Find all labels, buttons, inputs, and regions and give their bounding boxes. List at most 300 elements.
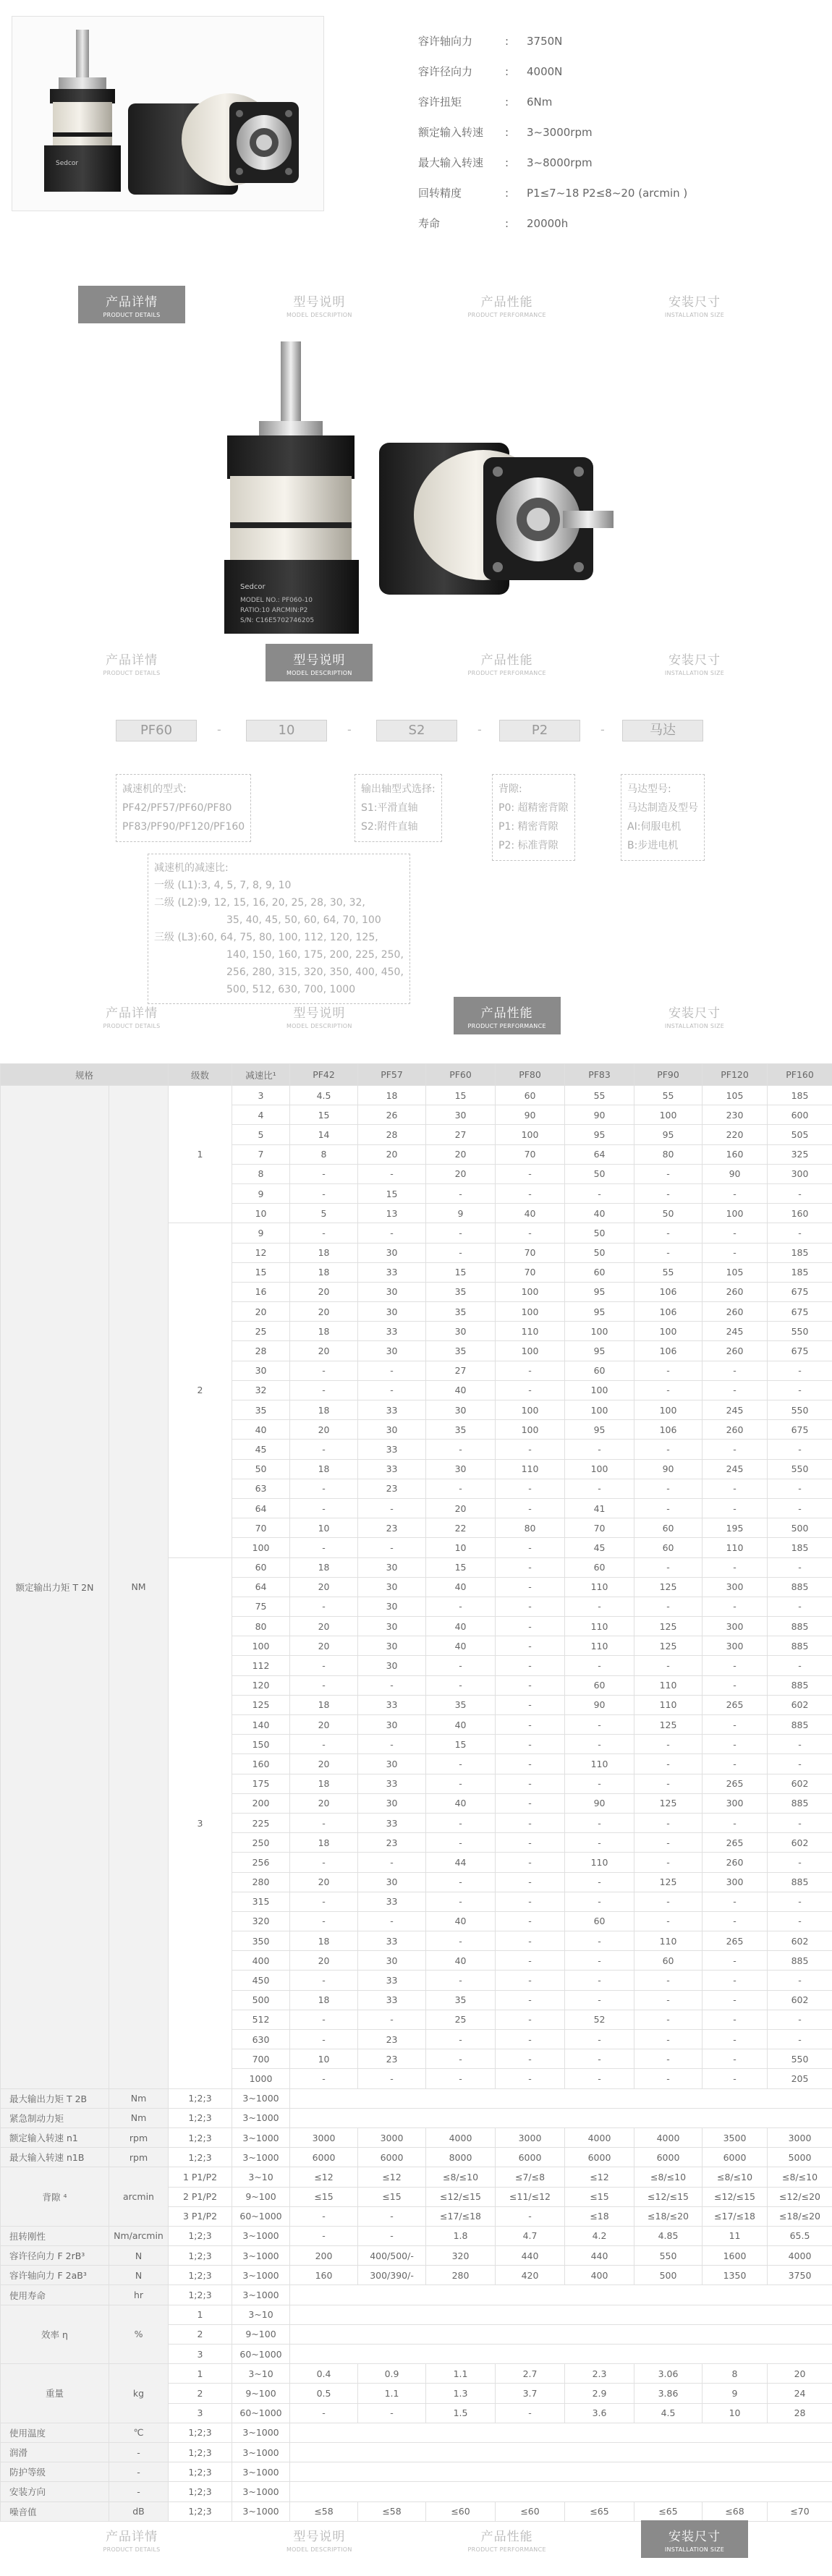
row-label: 使用寿命 (1, 2285, 109, 2305)
table-cell: 90 (565, 1695, 634, 1714)
tab-product-performance[interactable]: 产品性能 PRODUCT PERFORMANCE (467, 295, 546, 318)
table-cell: 50 (232, 1459, 290, 1479)
table-header-cell: 规格 (1, 1064, 169, 1086)
table-cell: 20 (290, 1715, 358, 1735)
table-cell: - (768, 1498, 832, 1518)
table-cell: 60 (565, 1675, 634, 1695)
table-cell: 550 (768, 2049, 832, 2069)
table-row (1, 1086, 832, 1105)
table-cell: - (290, 1675, 358, 1695)
table-cell: - (426, 1597, 496, 1616)
table-cell: 95 (634, 1125, 702, 1144)
stage-cell: 1;2;3 (169, 2285, 232, 2305)
table-cell: 60 (565, 1361, 634, 1380)
tab-installation-size[interactable]: 安装尺寸 INSTALLATION SIZE (641, 2520, 748, 2558)
table-cell: 1000 (232, 2069, 290, 2088)
table-cell: 300 (702, 1577, 768, 1597)
table-cell: 195 (702, 1518, 768, 1538)
table-cell: 20 (290, 1577, 358, 1597)
spec-value: 20000h (527, 217, 569, 230)
tab-product-performance[interactable]: 产品性能 PRODUCT PERFORMANCE (454, 997, 561, 1034)
table-cell: 125 (232, 1695, 290, 1714)
table-cell: - (634, 2049, 702, 2069)
table-cell: - (702, 1597, 768, 1616)
table-cell: ≤70 (768, 2501, 832, 2521)
table-cell: 125 (634, 1617, 702, 1636)
table-cell (290, 2462, 832, 2482)
table-cell: 15 (426, 1735, 496, 1754)
tab-product-performance[interactable]: 产品性能 PRODUCT PERFORMANCE (467, 2530, 546, 2553)
tab-installation-size[interactable]: 安装尺寸 INSTALLATION SIZE (664, 295, 725, 318)
table-cell: 602 (768, 1990, 832, 2010)
table-cell: 106 (634, 1302, 702, 1322)
table-cell: 6000 (565, 2148, 634, 2167)
table-cell: - (496, 1715, 565, 1735)
table-cell: 30 (358, 1617, 426, 1636)
table-cell: 185 (768, 1538, 832, 1557)
tab-product-performance[interactable]: 产品性能 PRODUCT PERFORMANCE (467, 653, 546, 676)
table-cell: - (290, 1361, 358, 1380)
table-cell: - (634, 1164, 702, 1183)
table-cell: 350 (232, 1931, 290, 1951)
table-cell: 70 (496, 1243, 565, 1262)
table-cell: - (496, 1911, 565, 1931)
table-cell: ≤11/≤12 (496, 2187, 565, 2206)
table-cell: 23 (358, 1833, 426, 1853)
table-cell: - (634, 1892, 702, 1911)
table-cell: 55 (634, 1086, 702, 1105)
stage-cell: 1 (169, 2305, 232, 2324)
table-cell: - (496, 1774, 565, 1793)
table-cell: 23 (358, 1479, 426, 1498)
table-cell: 15 (426, 1557, 496, 1577)
table-cell: - (702, 1440, 768, 1459)
table-cell: - (702, 1911, 768, 1931)
row-label: 安装方向 (1, 2482, 109, 2501)
table-cell: 245 (702, 1459, 768, 1479)
table-cell: 125 (634, 1636, 702, 1656)
table-cell: 602 (768, 1931, 832, 1951)
table-cell: - (290, 1892, 358, 1911)
table-cell: - (565, 2049, 634, 2069)
table-cell: 8 (702, 2364, 768, 2384)
table-row (1, 2167, 832, 2187)
table-cell: 1.1 (426, 2364, 496, 2384)
table-cell: 14 (290, 1125, 358, 1144)
table-cell: 4000 (634, 2127, 702, 2147)
table-cell: - (565, 1656, 634, 1675)
ratio-cell: 3~1000 (232, 2423, 290, 2442)
tab-installation-size[interactable]: 安装尺寸 INSTALLATION SIZE (664, 653, 725, 676)
table-cell: 3000 (496, 2127, 565, 2147)
ratio-cell: 9~100 (232, 2384, 290, 2403)
table-cell: 3 (232, 1086, 290, 1105)
table-cell: 6000 (702, 2148, 768, 2167)
tab-product-details[interactable]: 产品详情 PRODUCT DETAILS (103, 1006, 161, 1029)
ratio-cell: 3~10 (232, 2305, 290, 2324)
spec-value: 3750N (527, 35, 563, 48)
table-cell: - (768, 1911, 832, 1931)
table-cell: - (565, 1440, 634, 1459)
table-cell: - (768, 2010, 832, 2029)
table-cell: 33 (358, 1695, 426, 1714)
table-cell: - (634, 1774, 702, 1793)
row-unit: dB (109, 2501, 169, 2521)
tab-product-details[interactable]: 产品详情 PRODUCT DETAILS (103, 653, 161, 676)
table-cell: - (496, 1990, 565, 2010)
table-cell: 100 (496, 1125, 565, 1144)
table-cell: - (565, 1597, 634, 1616)
table-cell: ≤18 (565, 2206, 634, 2226)
tab-model-description[interactable]: 型号说明 MODEL DESCRIPTION (286, 295, 352, 318)
table-cell: 9 (702, 2384, 768, 2403)
table-cell: 40 (426, 1793, 496, 1813)
table-header-row (1, 1064, 832, 1086)
table-cell: - (496, 1223, 565, 1243)
table-cell: 300 (702, 1617, 768, 1636)
table-cell: 20 (426, 1164, 496, 1183)
table-cell: 300 (768, 1164, 832, 1183)
table-cell: - (634, 1557, 702, 1577)
spec-key: 额定输入转速 (418, 126, 484, 139)
table-cell: - (496, 1183, 565, 1203)
table-cell: 65.5 (768, 2226, 832, 2245)
table-cell: 160 (232, 1754, 290, 1774)
table-cell: 110 (702, 1538, 768, 1557)
table-cell: - (426, 1931, 496, 1951)
table-cell: ≤68 (702, 2501, 768, 2521)
table-cell: - (496, 1498, 565, 1518)
table-cell: - (496, 1833, 565, 1853)
table-cell: - (426, 1675, 496, 1695)
table-cell: 60 (634, 1538, 702, 1557)
table-cell: - (565, 1833, 634, 1853)
table-cell: 280 (232, 1872, 290, 1892)
table-cell: 110 (634, 1695, 702, 1714)
table-cell: ≤18/≤20 (634, 2206, 702, 2226)
table-cell: 3.7 (496, 2384, 565, 2403)
table-cell: 33 (358, 1990, 426, 2010)
table-cell: 675 (768, 1420, 832, 1440)
tab-product-details[interactable]: 产品详情 PRODUCT DETAILS (78, 286, 185, 323)
table-cell: 80 (634, 1144, 702, 1164)
row-unit: kg (109, 2364, 169, 2423)
table-cell: 33 (358, 1931, 426, 1951)
table-cell: - (426, 1656, 496, 1675)
gearbox-illustration (12, 17, 324, 211)
tab-model-description[interactable]: 型号说明 MODEL DESCRIPTION (266, 644, 373, 681)
table-cell: - (768, 1597, 832, 1616)
row-unit: NM (109, 1086, 169, 2089)
stage-cell: 2 (169, 2324, 232, 2344)
table-cell: 8000 (426, 2148, 496, 2167)
table-cell: 200 (290, 2246, 358, 2266)
table-cell: 106 (634, 1341, 702, 1361)
table-cell: 30 (358, 1341, 426, 1361)
table-cell: 205 (768, 2069, 832, 2088)
table-cell: 20 (290, 1951, 358, 1971)
table-cell: - (496, 1735, 565, 1754)
table-cell: - (496, 1361, 565, 1380)
table-cell: 40 (426, 1911, 496, 1931)
table-cell: - (702, 1656, 768, 1675)
table-cell: 30 (358, 1243, 426, 1262)
table-cell: - (565, 1813, 634, 1832)
table-cell: - (358, 2010, 426, 2029)
ratio-cell: 3~1000 (232, 2246, 290, 2266)
table-cell: 220 (702, 1125, 768, 1144)
table-cell: 64 (232, 1577, 290, 1597)
table-cell: 265 (702, 1695, 768, 1714)
table-cell: - (496, 2010, 565, 2029)
table-cell: 500 (232, 1990, 290, 2010)
table-cell: 125 (634, 1715, 702, 1735)
tab-model-description[interactable]: 型号说明 MODEL DESCRIPTION (286, 1006, 352, 1029)
table-cell: - (496, 1617, 565, 1636)
table-cell: - (768, 1479, 832, 1498)
spec-colon: : (505, 65, 509, 78)
table-cell: - (702, 1243, 768, 1262)
table-cell: - (565, 1990, 634, 2010)
model-code-dash: - (217, 723, 221, 736)
table-cell: 33 (358, 1440, 426, 1459)
table-cell: 20 (768, 2364, 832, 2384)
table-cell (290, 2482, 832, 2501)
ratio-cell: 60~1000 (232, 2403, 290, 2423)
table-cell: - (496, 1853, 565, 1872)
model-code-ratio: 10 (246, 720, 327, 741)
table-cell: 95 (565, 1302, 634, 1322)
stage-cell: 1;2;3 (169, 2423, 232, 2442)
table-cell: ≤15 (290, 2187, 358, 2206)
table-cell: 120 (232, 1675, 290, 1695)
table-cell: 40 (426, 1715, 496, 1735)
table-cell: - (426, 1223, 496, 1243)
stage-cell: 2 (169, 1223, 232, 1557)
table-cell: 265 (702, 1774, 768, 1793)
stage-cell: 3 (169, 2403, 232, 2423)
ratio-cell: 3~1000 (232, 2127, 290, 2147)
table-cell: 24 (768, 2384, 832, 2403)
row-label: 重量 (1, 2364, 109, 2423)
table-cell: ≤8/≤10 (634, 2167, 702, 2187)
table-cell: - (565, 1774, 634, 1793)
table-cell: 30 (358, 1577, 426, 1597)
table-cell: - (496, 2403, 565, 2423)
table-cell: ≤18/≤20 (768, 2206, 832, 2226)
stage-cell: 1;2;3 (169, 2108, 232, 2127)
table-cell: 265 (702, 1833, 768, 1853)
table-cell: ≤8/≤10 (768, 2167, 832, 2187)
table-cell: 110 (565, 1754, 634, 1774)
table-cell: 33 (358, 1892, 426, 1911)
spec-row (418, 208, 809, 239)
table-cell: 30 (358, 1715, 426, 1735)
table-cell: 33 (358, 1813, 426, 1832)
table-cell: 4 (232, 1105, 290, 1125)
table-cell: 175 (232, 1774, 290, 1793)
table-cell: 75 (232, 1597, 290, 1616)
table-cell: 160 (290, 2266, 358, 2285)
table-cell: - (634, 1754, 702, 1774)
spec-row (418, 148, 809, 178)
table-cell: 90 (565, 1793, 634, 1813)
table-cell: 32 (232, 1380, 290, 1400)
table-cell: - (768, 1361, 832, 1380)
model-type-box: 减速机的型式: PF42/PF57/PF60/PF80 PF83/PF90/PF120/PF160 (116, 774, 251, 842)
spec-key: 容许径向力 (418, 65, 473, 78)
stage-cell: 2 P1/P2 (169, 2187, 232, 2206)
table-cell: - (768, 1380, 832, 1400)
table-cell: 2.9 (565, 2384, 634, 2403)
table-cell: - (496, 1597, 565, 1616)
table-cell: - (290, 2030, 358, 2049)
table-cell: 13 (358, 1204, 426, 1223)
table-cell: 60 (634, 1518, 702, 1538)
table-cell: 140 (232, 1715, 290, 1735)
table-cell: - (496, 1380, 565, 1400)
table-cell: 6000 (496, 2148, 565, 2167)
table-cell: 30 (358, 1793, 426, 1813)
table-row (1, 2226, 832, 2245)
table-cell: 60 (565, 1911, 634, 1931)
table-cell: 602 (768, 1833, 832, 1853)
table-cell: - (634, 2030, 702, 2049)
table-cell: - (634, 1813, 702, 1832)
table-cell: - (634, 1971, 702, 1990)
table-cell: 110 (565, 1636, 634, 1656)
table-cell (290, 2324, 832, 2344)
ratio-cell: 60~1000 (232, 2345, 290, 2364)
table-cell: - (426, 1872, 496, 1892)
table-cell: ≤7/≤8 (496, 2167, 565, 2187)
svg-text:Sedcor: Sedcor (56, 160, 79, 167)
table-cell: 110 (565, 1617, 634, 1636)
table-cell: 0.9 (358, 2364, 426, 2384)
table-cell: 18 (290, 1833, 358, 1853)
table-cell: 4.85 (634, 2226, 702, 2245)
tab-bar (78, 286, 748, 323)
table-header-cell: PF83 (565, 1064, 634, 1086)
tab-installation-size[interactable]: 安装尺寸 INSTALLATION SIZE (664, 1006, 725, 1029)
ratio-cell: 9~100 (232, 2187, 290, 2206)
table-cell: 90 (565, 1105, 634, 1125)
row-label: 额定输入转速 n1 (1, 2127, 109, 2147)
table-cell: - (634, 2069, 702, 2088)
table-cell: 125 (634, 1793, 702, 1813)
table-header-cell: 减速比¹ (232, 1064, 290, 1086)
table-cell: 3000 (768, 2127, 832, 2147)
table-cell: 30 (358, 1872, 426, 1892)
tab-bar (78, 997, 748, 1034)
table-header-cell: PF120 (702, 1064, 768, 1086)
table-cell: 8 (290, 1144, 358, 1164)
table-cell: - (426, 1243, 496, 1262)
table-cell: - (426, 1971, 496, 1990)
table-cell: 3750 (768, 2266, 832, 2285)
table-cell: 106 (634, 1420, 702, 1440)
table-cell: 6000 (634, 2148, 702, 2167)
model-backlash-box: 背隙: P0: 超精密背隙 P1: 精密背隙 P2: 标准背隙 (492, 774, 575, 861)
table-cell: 4000 (768, 2246, 832, 2266)
svg-text:RATIO:10 ARCMIN:P2: RATIO:10 ARCMIN:P2 (240, 607, 308, 614)
table-cell: - (565, 1479, 634, 1498)
table-cell: ≤12 (565, 2167, 634, 2187)
table-cell: - (290, 1656, 358, 1675)
table-cell: 50 (565, 1223, 634, 1243)
table-cell: - (496, 1793, 565, 1813)
table-cell: 7 (232, 1144, 290, 1164)
table-cell: 6000 (358, 2148, 426, 2167)
model-ratio-box: 减速机的减速比: 一级 (L1):3, 4, 5, 7, 8, 9, 10 二级 (L2):9, 12, 15, 16, 20, 25, 28, 30, 32, 35, 40, 45, 50, 60, 64, 70, 100 三级 (L3):60, 64, 75, 80, 100, 112, 120, 125, 140, 150, 160, 175, 200, 225, 250, 256, 280, 315, 320, 350, 400, 450, 500, 512, 630, 700, 1000 (148, 854, 410, 1004)
table-cell: 35 (426, 1341, 496, 1361)
table-cell: - (290, 1440, 358, 1459)
table-cell: 110 (496, 1459, 565, 1479)
row-label: 容许轴向力 F 2aB³ (1, 2266, 109, 2285)
table-cell: 600 (768, 1105, 832, 1125)
spec-value: 3~3000rpm (527, 126, 593, 139)
table-cell: 260 (702, 1282, 768, 1301)
table-cell: 550 (768, 1400, 832, 1420)
table-cell: 700 (232, 2049, 290, 2069)
table-cell: 150 (232, 1735, 290, 1754)
spec-row (418, 56, 809, 87)
spec-row (418, 87, 809, 117)
table-cell: - (702, 1735, 768, 1754)
table-cell: 11 (702, 2226, 768, 2245)
tab-model-description[interactable]: 型号说明 MODEL DESCRIPTION (286, 2530, 352, 2553)
table-cell: - (358, 1380, 426, 1400)
table-cell: 100 (634, 1400, 702, 1420)
table-cell: 675 (768, 1282, 832, 1301)
table-cell: 3000 (290, 2127, 358, 2147)
table-cell: ≤58 (358, 2501, 426, 2521)
table-cell: 70 (496, 1144, 565, 1164)
model-code-dash: - (347, 723, 352, 736)
table-cell: - (702, 1223, 768, 1243)
table-cell: - (565, 1971, 634, 1990)
table-cell: 675 (768, 1302, 832, 1322)
table-cell: 885 (768, 1793, 832, 1813)
spec-colon: : (505, 95, 509, 109)
table-cell: 885 (768, 1617, 832, 1636)
table-row (1, 2148, 832, 2167)
table-cell: - (496, 2206, 565, 2226)
table-cell: 95 (565, 1125, 634, 1144)
table-cell: - (496, 1440, 565, 1459)
table-cell: 602 (768, 1774, 832, 1793)
tab-product-details[interactable]: 产品详情 PRODUCT DETAILS (103, 2530, 161, 2553)
table-cell: - (702, 1479, 768, 1498)
table-cell: - (496, 2069, 565, 2088)
row-unit: Nm (109, 2088, 169, 2108)
table-cell: 30 (358, 1636, 426, 1656)
model-code-shaft: S2 (376, 720, 457, 741)
table-cell: 450 (232, 1971, 290, 1990)
table-cell: 26 (358, 1105, 426, 1125)
model-code-dash: - (600, 723, 605, 736)
table-cell: 0.4 (290, 2364, 358, 2384)
table-cell: 110 (634, 1675, 702, 1695)
table-cell: 440 (496, 2246, 565, 2266)
table-cell: 550 (634, 2246, 702, 2266)
table-cell: 675 (768, 1341, 832, 1361)
table-cell (290, 2285, 832, 2305)
table-cell: - (634, 1656, 702, 1675)
tab-bar (78, 644, 748, 681)
table-cell: 60 (565, 1262, 634, 1282)
table-row (1, 2423, 832, 2442)
